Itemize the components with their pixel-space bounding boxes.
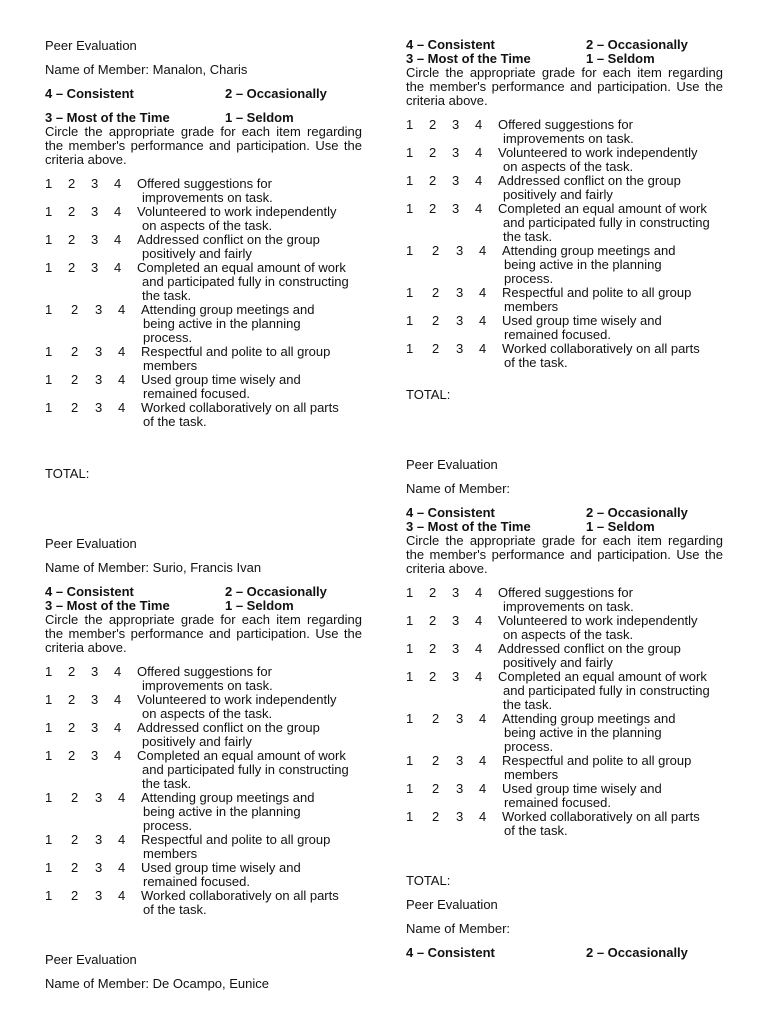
- grade-option[interactable]: 3: [456, 285, 464, 300]
- rating-items: [406, 585, 723, 838]
- grade-option[interactable]: 1: [45, 888, 53, 903]
- grade-option[interactable]: 2: [68, 748, 76, 763]
- grade-option[interactable]: 3: [91, 176, 99, 191]
- item-description: Volunteered to work independently on aspects of the task.: [498, 613, 698, 642]
- item-description: Worked collaboratively on all parts of the task.: [141, 400, 339, 429]
- grade-option[interactable]: 4: [114, 204, 122, 219]
- grade-option[interactable]: 4: [114, 692, 122, 707]
- grade-option[interactable]: 3: [95, 372, 103, 387]
- grade-option[interactable]: 1: [406, 117, 414, 132]
- grade-option[interactable]: 2: [68, 232, 76, 247]
- right-column: [406, 38, 723, 960]
- grade-option[interactable]: 2: [71, 790, 79, 805]
- rating-items: [45, 177, 362, 433]
- grade-option[interactable]: 4: [479, 285, 487, 300]
- grade-option[interactable]: 4: [475, 641, 483, 656]
- grade-option[interactable]: 2: [432, 285, 440, 300]
- item-description: Used group time wisely and remained focused.: [141, 860, 301, 889]
- item-description: Used group time wisely and remained focused.: [502, 313, 662, 342]
- grade-option[interactable]: 4: [114, 260, 122, 275]
- grade-option[interactable]: 1: [406, 753, 414, 768]
- grade-option[interactable]: 4: [475, 117, 483, 132]
- grade-option[interactable]: 3: [95, 860, 103, 875]
- grade-option[interactable]: 3: [95, 790, 103, 805]
- criteria-row: 4 – Consistent 2 – Occasionally: [406, 945, 688, 960]
- grade-option[interactable]: 1: [45, 400, 53, 415]
- item-description: Attending group meetings and being active in the planning process.: [141, 790, 315, 833]
- grade-option[interactable]: 4: [114, 748, 122, 763]
- grade-option[interactable]: 3: [456, 711, 464, 726]
- total-label: TOTAL:: [406, 387, 451, 402]
- form-heading: Peer Evaluation: [45, 38, 137, 53]
- grade-option[interactable]: 2: [429, 145, 437, 160]
- grade-option[interactable]: 2: [71, 372, 79, 387]
- grade-option[interactable]: 1: [45, 692, 53, 707]
- form-heading: Peer Evaluation: [406, 897, 498, 912]
- grade-option[interactable]: 2: [68, 176, 76, 191]
- grade-option[interactable]: 2: [432, 809, 440, 824]
- grade-option[interactable]: 4: [118, 400, 126, 415]
- instructions: Circle the appropriate grade for each item regarding the member's performance and participation. Use the criteria above.: [406, 533, 723, 576]
- grade-option[interactable]: 2: [429, 173, 437, 188]
- grade-option[interactable]: 3: [452, 173, 460, 188]
- grade-option[interactable]: 1: [406, 711, 414, 726]
- grade-option[interactable]: 2: [68, 260, 76, 275]
- item-description: Completed an equal amount of work and participated fully in constructing the task.: [498, 201, 710, 244]
- grade-option[interactable]: 1: [406, 145, 414, 160]
- instructions: Circle the appropriate grade for each item regarding the member's performance and participation. Use the criteria above.: [406, 65, 723, 108]
- grade-option[interactable]: 2: [71, 888, 79, 903]
- grade-option[interactable]: 1: [45, 664, 53, 679]
- grade-option[interactable]: 3: [91, 204, 99, 219]
- grade-option[interactable]: 2: [432, 711, 440, 726]
- grade-option[interactable]: 4: [475, 145, 483, 160]
- item-description: Addressed conflict on the group positively and fairly: [498, 641, 681, 670]
- criteria-row: 3 – Most of the Time 1 – Seldom: [45, 110, 294, 125]
- grade-option[interactable]: 1: [406, 613, 414, 628]
- item-description: Respectful and polite to all group members: [502, 753, 692, 782]
- grade-option[interactable]: 4: [479, 711, 487, 726]
- grade-option[interactable]: 2: [429, 669, 437, 684]
- item-description: Addressed conflict on the group positively and fairly: [498, 173, 681, 202]
- grade-option[interactable]: 1: [45, 790, 53, 805]
- grade-option[interactable]: 1: [45, 302, 53, 317]
- member-name: Name of Member:: [406, 921, 511, 936]
- grade-option[interactable]: 4: [114, 664, 122, 679]
- evaluation-form: [45, 536, 362, 917]
- item-description: Offered suggestions for improvements on task.: [498, 585, 634, 614]
- item-description: Addressed conflict on the group positively and fairly: [137, 720, 320, 749]
- grade-option[interactable]: 3: [95, 832, 103, 847]
- criteria-row: 4 – Consistent 2 – Occasionally: [406, 37, 688, 52]
- grade-option[interactable]: 3: [456, 243, 464, 258]
- grade-option[interactable]: 2: [71, 832, 79, 847]
- grade-option[interactable]: 1: [45, 860, 53, 875]
- grade-option[interactable]: 1: [406, 809, 414, 824]
- grade-option[interactable]: 1: [406, 243, 414, 258]
- member-name: Name of Member: De Ocampo, Eunice: [45, 976, 270, 991]
- grade-option[interactable]: 2: [71, 860, 79, 875]
- grade-option[interactable]: 2: [68, 720, 76, 735]
- criteria-row: 3 – Most of the Time 1 – Seldom: [406, 51, 655, 66]
- grade-option[interactable]: 2: [429, 585, 437, 600]
- member-name: Name of Member: Surio, Francis Ivan: [45, 560, 262, 575]
- grade-option[interactable]: 2: [432, 781, 440, 796]
- grade-option[interactable]: 3: [452, 117, 460, 132]
- grade-option[interactable]: 3: [91, 692, 99, 707]
- grade-option[interactable]: 4: [118, 888, 126, 903]
- grade-option[interactable]: 3: [91, 232, 99, 247]
- grade-option[interactable]: 3: [452, 669, 460, 684]
- grade-option[interactable]: 1: [45, 176, 53, 191]
- form-heading: Peer Evaluation: [45, 952, 137, 967]
- grade-option[interactable]: 4: [475, 613, 483, 628]
- grade-option[interactable]: 1: [406, 173, 414, 188]
- grade-option[interactable]: 4: [114, 720, 122, 735]
- grade-option[interactable]: 4: [479, 313, 487, 328]
- criteria-row: 3 – Most of the Time 1 – Seldom: [406, 519, 655, 534]
- item-description: Attending group meetings and being active in the planning process.: [141, 302, 315, 345]
- grade-option[interactable]: 1: [406, 585, 414, 600]
- form-heading: Peer Evaluation: [45, 536, 137, 551]
- item-description: Addressed conflict on the group positively and fairly: [137, 232, 320, 261]
- item-description: Worked collaboratively on all parts of the task.: [141, 888, 339, 917]
- grade-option[interactable]: 4: [114, 176, 122, 191]
- grade-option[interactable]: 4: [479, 341, 487, 356]
- grade-option[interactable]: 3: [452, 201, 460, 216]
- grade-option[interactable]: 3: [95, 302, 103, 317]
- instructions: Circle the appropriate grade for each item regarding the member's performance and participation. Use the criteria above.: [45, 124, 362, 167]
- criteria-row: 3 – Most of the Time 1 – Seldom: [45, 598, 294, 613]
- grade-option[interactable]: 1: [406, 641, 414, 656]
- grade-option[interactable]: 2: [429, 117, 437, 132]
- item-description: Respectful and polite to all group members: [141, 832, 331, 861]
- item-description: Completed an equal amount of work and participated fully in constructing the task.: [137, 748, 349, 791]
- grade-option[interactable]: 1: [406, 201, 414, 216]
- grade-option[interactable]: 3: [456, 313, 464, 328]
- grade-option[interactable]: 4: [118, 372, 126, 387]
- grade-option[interactable]: 4: [479, 809, 487, 824]
- grade-option[interactable]: 4: [475, 669, 483, 684]
- grade-option[interactable]: 2: [432, 341, 440, 356]
- grade-option[interactable]: 2: [429, 201, 437, 216]
- grade-option[interactable]: 3: [91, 260, 99, 275]
- grade-option[interactable]: 1: [45, 748, 53, 763]
- grade-option[interactable]: 1: [45, 232, 53, 247]
- item-description: Used group time wisely and remained focused.: [502, 781, 662, 810]
- item-description: Completed an equal amount of work and participated fully in constructing the task.: [137, 260, 349, 303]
- grade-option[interactable]: 1: [406, 341, 414, 356]
- grade-option[interactable]: 3: [91, 720, 99, 735]
- grade-option[interactable]: 3: [91, 664, 99, 679]
- item-description: Volunteered to work independently on aspects of the task.: [137, 692, 337, 721]
- member-name: Name of Member:: [406, 481, 511, 496]
- grade-option[interactable]: 4: [479, 243, 487, 258]
- item-description: Volunteered to work independently on aspects of the task.: [498, 145, 698, 174]
- item-description: Worked collaboratively on all parts of the task.: [502, 809, 700, 838]
- evaluation-form: [406, 458, 723, 888]
- grade-option[interactable]: 3: [452, 145, 460, 160]
- grade-option[interactable]: 3: [95, 400, 103, 415]
- grade-option[interactable]: 2: [68, 692, 76, 707]
- grade-option[interactable]: 4: [118, 302, 126, 317]
- grade-option[interactable]: 3: [95, 344, 103, 359]
- member-name: Name of Member: Manalon, Charis: [45, 62, 248, 77]
- evaluation-form: [406, 38, 723, 402]
- grade-option[interactable]: 3: [95, 888, 103, 903]
- grade-option[interactable]: 3: [456, 809, 464, 824]
- grade-option[interactable]: 4: [118, 790, 126, 805]
- grade-option[interactable]: 2: [71, 400, 79, 415]
- grade-option[interactable]: 2: [68, 204, 76, 219]
- item-description: Used group time wisely and remained focused.: [141, 372, 301, 401]
- grade-option[interactable]: 3: [91, 748, 99, 763]
- item-description: Offered suggestions for improvements on task.: [137, 664, 273, 693]
- grade-option[interactable]: 2: [432, 243, 440, 258]
- grade-option[interactable]: 3: [456, 753, 464, 768]
- grade-option[interactable]: 1: [45, 720, 53, 735]
- rating-items: [406, 117, 723, 370]
- grade-option[interactable]: 4: [114, 232, 122, 247]
- grade-option[interactable]: 2: [429, 641, 437, 656]
- item-description: Offered suggestions for improvements on task.: [137, 176, 273, 205]
- form-heading: Peer Evaluation: [406, 457, 498, 472]
- grade-option[interactable]: 1: [45, 260, 53, 275]
- grade-option[interactable]: 3: [456, 341, 464, 356]
- criteria-row: 4 – Consistent 2 – Occasionally: [406, 505, 688, 520]
- grade-option[interactable]: 4: [475, 585, 483, 600]
- criteria-row: 4 – Consistent 2 – Occasionally: [45, 584, 327, 599]
- item-description: Respectful and polite to all group members: [502, 285, 692, 314]
- item-description: Respectful and polite to all group members: [141, 344, 331, 373]
- grade-option[interactable]: 1: [406, 781, 414, 796]
- grade-option[interactable]: 1: [45, 344, 53, 359]
- grade-option[interactable]: 3: [456, 781, 464, 796]
- grade-option[interactable]: 1: [406, 669, 414, 684]
- grade-option[interactable]: 4: [475, 201, 483, 216]
- item-description: Completed an equal amount of work and participated fully in constructing the task.: [498, 669, 710, 712]
- item-description: Attending group meetings and being active in the planning process.: [502, 243, 676, 286]
- evaluation-form: [406, 898, 723, 960]
- grade-option[interactable]: 1: [45, 204, 53, 219]
- grade-option[interactable]: 4: [479, 753, 487, 768]
- grade-option[interactable]: 4: [118, 832, 126, 847]
- rating-items: [45, 664, 362, 917]
- evaluation-form: [45, 953, 362, 991]
- grade-option[interactable]: 3: [452, 613, 460, 628]
- grade-option[interactable]: 2: [71, 302, 79, 317]
- grade-option[interactable]: 4: [479, 781, 487, 796]
- grade-option[interactable]: 4: [118, 344, 126, 359]
- item-description: Attending group meetings and being active in the planning process.: [502, 711, 676, 754]
- grade-option[interactable]: 3: [452, 585, 460, 600]
- left-column: [45, 39, 362, 991]
- grade-option[interactable]: 1: [406, 285, 414, 300]
- item-description: Worked collaboratively on all parts of the task.: [502, 341, 700, 370]
- grade-option[interactable]: 2: [432, 313, 440, 328]
- grade-option[interactable]: 4: [118, 860, 126, 875]
- grade-option[interactable]: 3: [452, 641, 460, 656]
- grade-option[interactable]: 2: [71, 344, 79, 359]
- total-label: TOTAL:: [406, 873, 451, 888]
- grade-option[interactable]: 2: [68, 664, 76, 679]
- grade-option[interactable]: 4: [475, 173, 483, 188]
- total-label: TOTAL:: [45, 466, 90, 481]
- criteria-row: 4 – Consistent 2 – Occasionally: [45, 86, 327, 101]
- item-description: Volunteered to work independently on aspects of the task.: [137, 204, 337, 233]
- instructions: Circle the appropriate grade for each item regarding the member's performance and participation. Use the criteria above.: [45, 612, 362, 655]
- grade-option[interactable]: 1: [45, 832, 53, 847]
- grade-option[interactable]: 1: [45, 372, 53, 387]
- grade-option[interactable]: 2: [432, 753, 440, 768]
- grade-option[interactable]: 2: [429, 613, 437, 628]
- grade-option[interactable]: 1: [406, 313, 414, 328]
- evaluation-form: [45, 39, 362, 481]
- item-description: Offered suggestions for improvements on task.: [498, 117, 634, 146]
